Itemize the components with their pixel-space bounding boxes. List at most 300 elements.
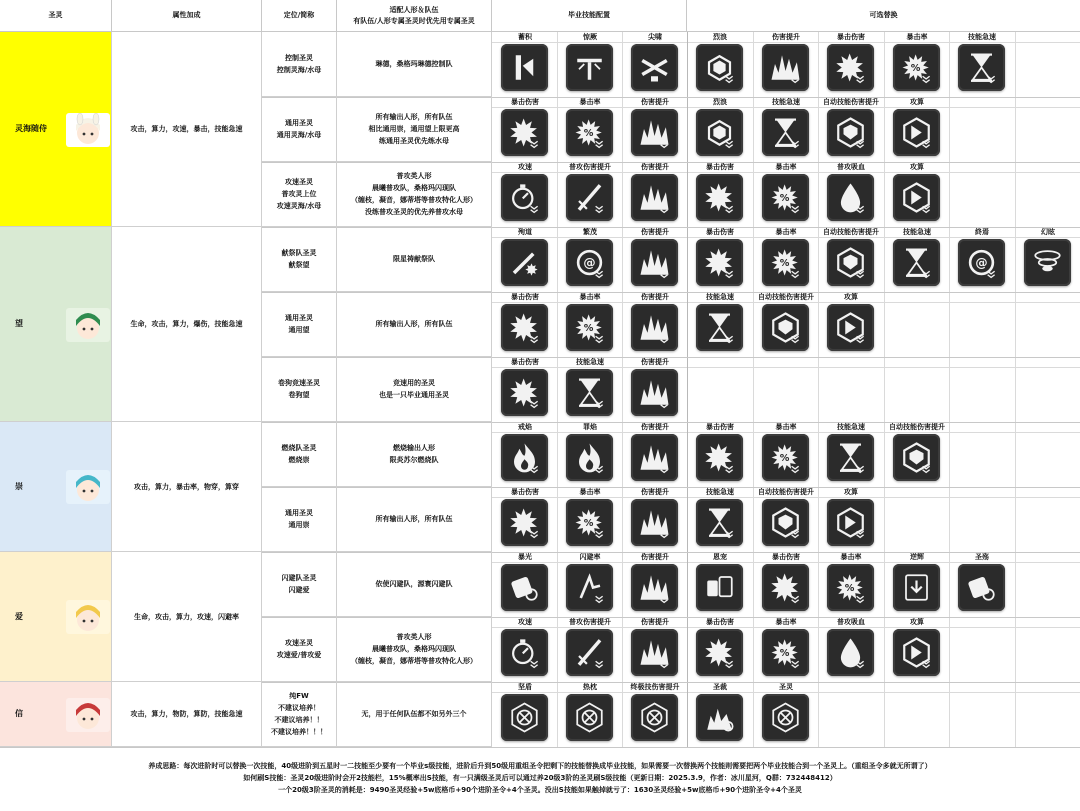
spirit-name: 望 — [15, 319, 23, 328]
skill-slot[interactable] — [492, 292, 558, 357]
alt-skill-label: 暴击率 — [906, 33, 928, 41]
skill-slot[interactable] — [622, 682, 688, 747]
svg-text:%: % — [779, 258, 790, 269]
role-label: 闪避队圣灵 闪避爱 — [281, 574, 317, 594]
spirit-attrs: 生命，攻击，算力，攻速，闪避率 — [134, 612, 239, 621]
team-label: 琳德，桑格玛琳德控制队 — [375, 60, 453, 68]
spirit-name-cell — [0, 227, 112, 422]
alt-skill-label: 自动技能伤害提升 — [823, 98, 879, 106]
skill-label: 暴光 — [518, 553, 532, 561]
alt-skill-label: 暴击率 — [775, 163, 797, 171]
role-cell — [262, 357, 337, 422]
attack-calc-icon[interactable] — [893, 629, 940, 676]
alt-skill-label: 自动技能伤害提升 — [758, 293, 814, 301]
skill-label: 暴击率 — [579, 293, 601, 301]
skill-slot[interactable] — [492, 162, 558, 227]
attack-speed-icon[interactable] — [501, 629, 548, 676]
team-label: 所有输出人形，所有队伍 相比通用崇，通用望上限更高 练通用圣灵优先练水母 — [368, 113, 460, 145]
team-label: 限星祷献祭队 — [393, 255, 435, 263]
spirit-attrs-cell — [112, 422, 262, 552]
alt-skill-slot[interactable] — [818, 292, 884, 357]
crit-rate-icon[interactable] — [827, 564, 874, 611]
damage-up-icon[interactable] — [631, 109, 678, 156]
team-cell — [337, 292, 492, 357]
grace-icon[interactable] — [696, 564, 743, 611]
alt-skill-slot[interactable] — [884, 552, 950, 617]
skill-label: 暴击伤害 — [511, 293, 539, 301]
auto-skill-icon[interactable] — [762, 304, 809, 351]
alt-skill-label: 圣灵 — [779, 683, 793, 691]
spirit-name-cell — [0, 422, 112, 552]
svg-text:%: % — [583, 518, 594, 529]
alt-skill-label: 自动技能伤害提升 — [889, 423, 945, 431]
header-attrs: 属性加成 — [112, 0, 262, 32]
hourglass-icon[interactable] — [827, 434, 874, 481]
attack-calc-icon[interactable] — [827, 499, 874, 546]
header-skills: 毕业技能配置 — [492, 0, 687, 32]
screech-icon[interactable] — [631, 44, 678, 91]
sin-flame-icon[interactable] — [566, 434, 613, 481]
svg-text:%: % — [583, 323, 594, 334]
alt-skill-slot[interactable] — [949, 227, 1015, 292]
role-cell — [262, 227, 337, 292]
spirit-attrs: 生命，攻击，算力，爆伤，技能急速 — [130, 320, 243, 328]
crit-damage-icon[interactable] — [696, 629, 743, 676]
alt-skill-slot[interactable] — [687, 552, 753, 617]
sword-icon[interactable] — [566, 174, 613, 221]
hourglass-icon[interactable] — [696, 304, 743, 351]
alt-skill-slot[interactable] — [753, 552, 819, 617]
role-label: 献祭队圣灵 献祭望 — [281, 249, 317, 269]
alt-skill-label: 幻眩 — [1041, 228, 1055, 236]
skill-label: 惊厥 — [583, 33, 597, 41]
zeal-icon[interactable] — [566, 694, 613, 741]
spirit-attrs-cell — [112, 552, 262, 682]
alt-skill-slot[interactable] — [687, 97, 753, 162]
alt-skill-label: 攻算 — [910, 98, 924, 106]
team-cell — [337, 227, 492, 292]
alt-skill-label: 伤害提升 — [772, 33, 800, 41]
skill-slot[interactable] — [557, 682, 623, 747]
alt-skill-label: 技能急速 — [706, 488, 734, 496]
alt-skill-label: 恩宠 — [713, 553, 727, 561]
team-cell — [337, 357, 492, 422]
skill-label: 技能急速 — [576, 358, 604, 366]
spirit-attrs-cell — [112, 682, 262, 747]
alt-skill-slot[interactable] — [687, 32, 753, 97]
role-cell — [262, 97, 337, 162]
alt-skill-label: 攻算 — [910, 163, 924, 171]
skill-label: 终极技伤害提升 — [630, 683, 680, 691]
alt-skill-label: 暴击伤害 — [706, 618, 734, 626]
crit-damage-icon[interactable] — [696, 434, 743, 481]
role-cell — [262, 682, 337, 747]
alt-skill-label: 烈浪 — [713, 98, 727, 106]
role-cell — [262, 487, 337, 552]
footer-line-1: 养成思路：每次进阶时可以替换一次技能，40级进阶到五星时一二技能至少要有一个毕业s级技能，进阶后升到50级用重组圣令把剩下的技能替换成毕业技能，如果需要一次替换两个技能则需要把两个毕业技能合到一个圣灵上。（重组圣令多就无所谓了） — [148, 762, 932, 770]
auto-skill-icon[interactable] — [893, 434, 940, 481]
alt-skill-label: 攻算 — [844, 488, 858, 496]
role-label: 卷狗竞速圣灵 卷狗望 — [278, 379, 320, 399]
alt-skill-label: 暴击率 — [775, 228, 797, 236]
team-cell — [337, 552, 492, 617]
team-cell — [337, 32, 492, 97]
alt-skill-slot[interactable] — [949, 32, 1015, 97]
svg-text:%: % — [844, 583, 855, 594]
avatar-rabbit — [66, 113, 110, 147]
alt-skill-slot[interactable] — [884, 227, 950, 292]
role-cell — [262, 32, 337, 97]
skill-slot[interactable] — [492, 227, 558, 292]
alt-skill-label: 技能急速 — [837, 423, 865, 431]
skill-label: 攻速 — [518, 163, 532, 171]
auto-skill-icon[interactable] — [762, 499, 809, 546]
crit-damage-icon[interactable] — [501, 369, 548, 416]
svg-text:@: @ — [583, 255, 596, 270]
crit-damage-icon[interactable] — [501, 109, 548, 156]
role-label: 攻速圣灵 普攻灵上位 攻速灵海/水母 — [276, 178, 322, 210]
role-cell — [262, 617, 337, 682]
alt-skill-slot[interactable] — [753, 227, 819, 292]
skill-slot[interactable] — [622, 162, 688, 227]
crit-rate-icon[interactable] — [762, 174, 809, 221]
holy-wound-icon[interactable] — [958, 564, 1005, 611]
alt-skill-slot[interactable] — [753, 292, 819, 357]
alt-skill-slot[interactable] — [753, 682, 819, 747]
exposure-icon[interactable] — [501, 564, 548, 611]
alt-skill-label: 普攻吸血 — [837, 163, 865, 171]
header-role: 定位/简称 — [262, 0, 337, 32]
alt-skill-slot[interactable] — [753, 617, 819, 682]
spirit-icon[interactable] — [762, 694, 809, 741]
skill-label: 伤害提升 — [641, 293, 669, 301]
header-name: 圣灵 — [0, 0, 112, 32]
avatar-cyan — [66, 470, 110, 504]
skill-slot[interactable] — [622, 357, 688, 422]
alt-skill-slot[interactable] — [1015, 227, 1080, 292]
alt-skill-slot[interactable] — [753, 487, 819, 552]
spirit-name: 信 — [15, 709, 23, 718]
footer-notes — [0, 747, 1080, 811]
alt-skill-slot[interactable] — [818, 97, 884, 162]
spirit-name: 崇 — [15, 481, 23, 491]
alt-skill-label: 暴击伤害 — [772, 553, 800, 561]
skill-slot[interactable] — [622, 617, 688, 682]
crit-damage-icon[interactable] — [762, 564, 809, 611]
crit-rate-icon[interactable] — [566, 304, 613, 351]
alt-skill-slot[interactable] — [687, 422, 753, 487]
alt-skill-slot[interactable] — [687, 682, 753, 747]
alt-skill-label: 自动技能伤害提升 — [758, 488, 814, 496]
role-label: 通用圣灵 通用望 — [285, 314, 313, 334]
footer-line-3: 一个20级3阶圣灵的消耗是：9490圣灵经验+5w底格币+90个进阶圣令+4个圣灵。没出S技能如果触掉就亏了：1630圣灵经验+5w底格币+90个进阶圣令+4个圣灵 — [278, 786, 802, 794]
alt-skill-label: 烈浪 — [713, 33, 727, 41]
skill-label: 罪焰 — [583, 423, 597, 431]
skill-slot[interactable] — [622, 227, 688, 292]
damage-up-icon[interactable] — [631, 499, 678, 546]
alt-skill-label: 暴击伤害 — [706, 228, 734, 236]
role-label: 通用圣灵 通用灵海/水母 — [276, 119, 322, 139]
alt-skill-label: 普攻吸血 — [837, 618, 865, 626]
skill-slot[interactable] — [492, 357, 558, 422]
hourglass-icon[interactable] — [893, 239, 940, 286]
wave-icon[interactable] — [696, 109, 743, 156]
alt-skill-slot[interactable] — [753, 32, 819, 97]
damage-up-icon[interactable] — [631, 174, 678, 221]
skill-slot[interactable] — [622, 422, 688, 487]
skill-label: 暴击率 — [579, 98, 601, 106]
alt-skill-slot[interactable] — [687, 162, 753, 227]
auto-skill-icon[interactable] — [827, 239, 874, 286]
attack-calc-icon[interactable] — [893, 174, 940, 221]
crit-damage-icon[interactable] — [696, 239, 743, 286]
alt-skill-slot[interactable] — [884, 97, 950, 162]
team-cell — [337, 422, 492, 487]
wave-icon[interactable] — [696, 44, 743, 91]
skill-slot[interactable] — [557, 97, 623, 162]
skill-slot[interactable] — [492, 97, 558, 162]
skill-slot[interactable] — [557, 162, 623, 227]
spirit-attrs: 攻击，算力，暴击率，物穿，算穿 — [134, 482, 239, 491]
svg-text:%: % — [583, 128, 594, 139]
alt-skill-label: 逆辉 — [910, 553, 924, 561]
skill-label: 戒焰 — [518, 423, 532, 431]
auto-skill-icon[interactable] — [827, 109, 874, 156]
drain-icon[interactable] — [827, 629, 874, 676]
skill-slot[interactable] — [557, 32, 623, 97]
skill-label: 攻速 — [518, 618, 532, 626]
skill-label: 伤害提升 — [641, 98, 669, 106]
crit-rate-icon[interactable] — [566, 109, 613, 156]
hourglass-icon[interactable] — [696, 499, 743, 546]
spirit-name-cell — [0, 552, 112, 682]
skill-slot[interactable] — [492, 32, 558, 97]
damage-up-icon[interactable] — [631, 629, 678, 676]
damage-up-icon[interactable] — [631, 304, 678, 351]
skill-slot[interactable] — [622, 487, 688, 552]
skill-slot[interactable] — [622, 292, 688, 357]
alt-skill-label: 圣殇 — [975, 553, 989, 561]
convulse-icon[interactable] — [566, 44, 613, 91]
spirit-attrs-cell — [112, 227, 262, 422]
skill-slot[interactable] — [622, 32, 688, 97]
team-label: 燃烧输出人形 限炎苏尔燃烧队 — [389, 444, 439, 464]
damage-up-icon[interactable] — [762, 44, 809, 91]
alt-skill-slot[interactable] — [753, 422, 819, 487]
role-cell — [262, 292, 337, 357]
alt-skill-slot[interactable] — [753, 162, 819, 227]
avatar-green — [66, 308, 110, 342]
footer-line-2: 如何刷S技能：圣灵20级进阶时会开2技能栏，15%概率出S技能，有一只满级圣灵后可以通过养20级3阶的圣灵刷S级技能（更新日期：2025.3.9，作者：冰川星河，Q群：732448412） — [243, 774, 837, 782]
alt-skill-label: 技能急速 — [706, 293, 734, 301]
alt-skill-label: 攻算 — [910, 618, 924, 626]
role-label: 攻速圣灵 攻速爱/普攻爱 — [276, 639, 322, 659]
alt-skill-slot[interactable] — [884, 162, 950, 227]
skill-label: 热枕 — [583, 683, 597, 691]
alt-skill-label: 暴击伤害 — [837, 33, 865, 41]
damage-up-icon[interactable] — [631, 434, 678, 481]
role-label: 燃烧队圣灵 燃烧崇 — [281, 444, 317, 464]
skill-slot[interactable] — [557, 487, 623, 552]
alt-skill-slot[interactable] — [818, 422, 884, 487]
header-team: 适配人形＆队伍 有队伍/人形专属圣灵时优先用专属圣灵 — [337, 0, 492, 32]
skill-label: 暴击伤害 — [511, 358, 539, 366]
svg-text:%: % — [779, 193, 790, 204]
skill-slot[interactable] — [492, 617, 558, 682]
alt-skill-label: 技能急速 — [968, 33, 996, 41]
alt-skill-slot[interactable] — [884, 32, 950, 97]
svg-text:%: % — [910, 63, 921, 74]
alt-skill-slot[interactable] — [818, 617, 884, 682]
role-cell — [262, 552, 337, 617]
skill-slot[interactable] — [492, 682, 558, 747]
hourglass-icon[interactable] — [566, 369, 613, 416]
alt-skill-slot[interactable] — [687, 487, 753, 552]
alt-skill-label: 自动技能伤害提升 — [823, 228, 879, 236]
alt-skill-label: 終焉 — [975, 228, 989, 236]
skill-label: 伤害提升 — [641, 228, 669, 236]
spirit-attrs-cell — [112, 32, 262, 227]
judgement-icon[interactable] — [696, 694, 743, 741]
role-label: 通用圣灵 通用崇 — [285, 509, 313, 529]
header-alts: 可选替换 — [687, 0, 1080, 32]
attack-speed-icon[interactable] — [501, 174, 548, 221]
alt-skill-label: 暴击率 — [775, 618, 797, 626]
attack-calc-icon[interactable] — [827, 304, 874, 351]
skill-label: 伤害提升 — [641, 163, 669, 171]
crit-damage-icon[interactable] — [696, 174, 743, 221]
skill-slot[interactable] — [557, 357, 623, 422]
reverse-glow-icon[interactable] — [893, 564, 940, 611]
skill-slot[interactable] — [492, 422, 558, 487]
team-cell — [337, 97, 492, 162]
svg-text:@: @ — [975, 255, 988, 270]
alt-skill-label: 暴击率 — [775, 423, 797, 431]
alt-skill-slot[interactable] — [884, 422, 950, 487]
svg-text:%: % — [779, 453, 790, 464]
skill-slot[interactable] — [622, 552, 688, 617]
skill-label: 伤害提升 — [641, 358, 669, 366]
skill-label: 暴击伤害 — [511, 488, 539, 496]
spirit-name: 爱 — [15, 611, 23, 621]
skill-label: 蓄积 — [518, 33, 532, 41]
skill-slot[interactable] — [557, 552, 623, 617]
team-label: 普攻类人形 晨曦普攻队，桑格玛闪现队 （缠枝，凝音，娜蒂塔等普攻特化人形） 没练普攻圣灵的优先养普攻水母 — [351, 172, 477, 216]
alt-skill-label: 暴击率 — [840, 553, 862, 561]
damage-up-icon[interactable] — [631, 369, 678, 416]
team-label: 所有输出人形，所有队伍 — [375, 515, 453, 523]
damage-up-icon[interactable] — [631, 564, 678, 611]
skill-label: 伤害提升 — [641, 488, 669, 496]
crit-rate-icon[interactable] — [762, 434, 809, 481]
alt-skill-slot[interactable] — [818, 227, 884, 292]
alt-skill-slot[interactable] — [687, 292, 753, 357]
role-cell — [262, 162, 337, 227]
alt-skill-slot[interactable] — [818, 32, 884, 97]
grid-line — [1015, 32, 1016, 747]
team-label: 依使闪避队，源寰闪避队 — [375, 580, 453, 588]
attack-calc-icon[interactable] — [893, 109, 940, 156]
crit-damage-icon[interactable] — [827, 44, 874, 91]
alt-skill-label: 暴击伤害 — [706, 163, 734, 171]
crit-damage-icon[interactable] — [501, 304, 548, 351]
alt-skill-slot[interactable] — [884, 617, 950, 682]
alt-skill-slot[interactable] — [687, 617, 753, 682]
alt-skill-slot[interactable] — [818, 162, 884, 227]
crit-rate-icon[interactable] — [566, 499, 613, 546]
skill-slot[interactable] — [557, 292, 623, 357]
skill-slot[interactable] — [557, 422, 623, 487]
team-label: 普攻类人形 晨曦普攻队，桑格玛闪现队 （缠枝，凝音，娜蒂塔等普攻特化人形） — [351, 633, 477, 665]
skill-label: 伤害提升 — [641, 423, 669, 431]
team-cell — [337, 162, 492, 227]
skill-label: 殉道 — [518, 228, 532, 236]
skill-label: 伤害提升 — [641, 618, 669, 626]
crit-rate-icon[interactable] — [762, 629, 809, 676]
dodge-icon[interactable] — [566, 564, 613, 611]
spirit-name-cell — [0, 682, 112, 747]
charge-icon[interactable] — [501, 44, 548, 91]
skill-label: 暴击伤害 — [511, 98, 539, 106]
svg-text:%: % — [779, 648, 790, 659]
shield-icon[interactable] — [501, 694, 548, 741]
team-label: 所有输出人形，所有队伍 — [375, 320, 453, 328]
team-cell — [337, 487, 492, 552]
martyr-icon[interactable] — [501, 239, 548, 286]
avatar-red — [66, 698, 110, 732]
alt-skill-slot[interactable] — [687, 227, 753, 292]
flame-icon[interactable] — [501, 434, 548, 481]
skill-slot[interactable] — [557, 617, 623, 682]
hourglass-icon[interactable] — [762, 109, 809, 156]
hourglass-icon[interactable] — [958, 44, 1005, 91]
alt-skill-slot[interactable] — [949, 552, 1015, 617]
crit-rate-icon[interactable] — [893, 44, 940, 91]
alt-skill-label: 圣裁 — [713, 683, 727, 691]
team-cell — [337, 617, 492, 682]
spirit-attrs: 攻击，算力，攻速，暴击，技能急速 — [130, 125, 243, 133]
damage-up-icon[interactable] — [631, 239, 678, 286]
skill-label: 普攻伤害提升 — [569, 163, 611, 171]
flourish-icon[interactable] — [566, 239, 613, 286]
skill-slot[interactable] — [622, 97, 688, 162]
crit-rate-icon[interactable] — [762, 239, 809, 286]
spirit-name: 灵海随侍 — [15, 124, 47, 133]
alt-skill-slot[interactable] — [818, 487, 884, 552]
crit-damage-icon[interactable] — [501, 499, 548, 546]
skill-label: 繁茂 — [583, 228, 597, 236]
drain-icon[interactable] — [827, 174, 874, 221]
vortex-icon[interactable] — [1024, 239, 1071, 286]
skill-slot[interactable] — [492, 552, 558, 617]
sword-icon[interactable] — [566, 629, 613, 676]
alt-skill-label: 攻算 — [844, 293, 858, 301]
spirit-name-cell — [0, 32, 112, 227]
team-cell — [337, 682, 492, 747]
alt-skill-slot[interactable] — [753, 97, 819, 162]
skill-slot[interactable] — [557, 227, 623, 292]
alt-skill-slot[interactable] — [818, 552, 884, 617]
role-label: 纯FW 不建议培养！ 不建议培养！！ 不建议培养！！！ — [271, 692, 327, 736]
ultimate-icon[interactable] — [631, 694, 678, 741]
skill-label: 闪避率 — [579, 553, 601, 561]
ending-icon[interactable] — [958, 239, 1005, 286]
spirit-attrs: 攻击，算力，物防，算防，技能急速 — [130, 710, 243, 718]
alt-skill-label: 技能急速 — [772, 98, 800, 106]
skill-label: 伤害提升 — [641, 553, 669, 561]
skill-label: 坚盾 — [518, 683, 532, 691]
skill-slot[interactable] — [492, 487, 558, 552]
